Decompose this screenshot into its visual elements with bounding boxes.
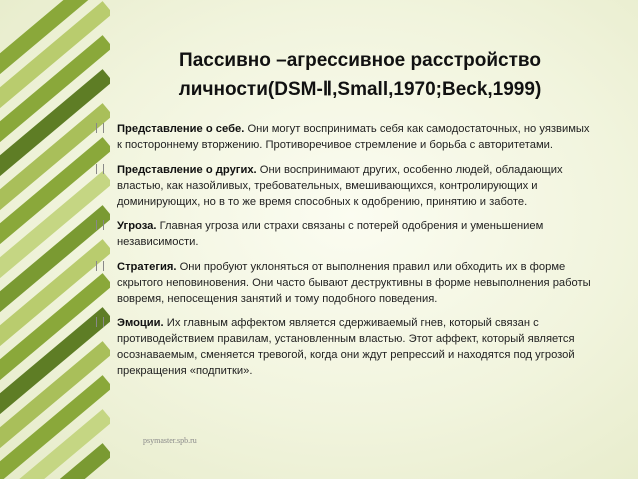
- slide-title: [80, 46, 638, 104]
- bullet-heading: Представление о себе.: [117, 123, 245, 135]
- footer-source: psymaster.spb.ru: [143, 436, 197, 445]
- bullet-heading: Представление о других.: [117, 163, 257, 176]
- bullet-heading: Угроза.: [117, 220, 157, 232]
- bullet-self-image: [96, 121, 594, 153]
- bullet-icon: [96, 164, 104, 174]
- bullet-strategy: [96, 259, 594, 307]
- bullet-text: Они могут воспринимать себя как самодостаточных, но уязвимых к постороннему вторжению. Противоречивое стремление и борьба с авторитетами.: [117, 123, 590, 151]
- bullet-icon: [96, 261, 104, 271]
- slide-title-line-2: личности(DSM-Ⅱ,Small,1970;Beck,1999): [178, 79, 542, 100]
- bullet-emotions: [96, 315, 594, 379]
- bullet-icon: [96, 317, 104, 327]
- slide-title-line-1: Пассивно –агрессивное расстройство: [179, 50, 541, 71]
- bullet-text: Они пробуют уклоняться от выполнения правил или обходить их в форме скрытого неповиновения. Они часто бывают деструктивны в форме невыполнения работы вовремя, непосещения занятий и тому подобного поведения.: [117, 260, 591, 305]
- bullet-icon: [96, 123, 104, 133]
- bullet-threat: [96, 218, 594, 250]
- bullet-list: [96, 121, 594, 388]
- bullet-icon: [96, 220, 104, 230]
- bullet-text: Они воспринимают других, особенно людей, обладающих властью, как назойливых, требовательных, вмешивающихся, контролирующих и доминирующих, но в то же время способных к одобрению, принятию и заботе.: [117, 163, 563, 208]
- bullet-text: Их главным аффектом является сдерживаемый гнев, который связан с противодействием правилам, установленным властью. Этот аффект, который является осознаваемым, сменяется тревогой, когда они ждут репрессий и находятся под угрозой прекращения «подпитки».: [117, 317, 575, 377]
- bullet-heading: Эмоции.: [117, 317, 164, 329]
- bullet-text: Главная угроза или страхи связаны с потерей одобрения и уменьшением независимости.: [117, 220, 544, 248]
- bullet-heading: Стратегия.: [117, 260, 177, 273]
- bullet-others-image: [96, 162, 594, 210]
